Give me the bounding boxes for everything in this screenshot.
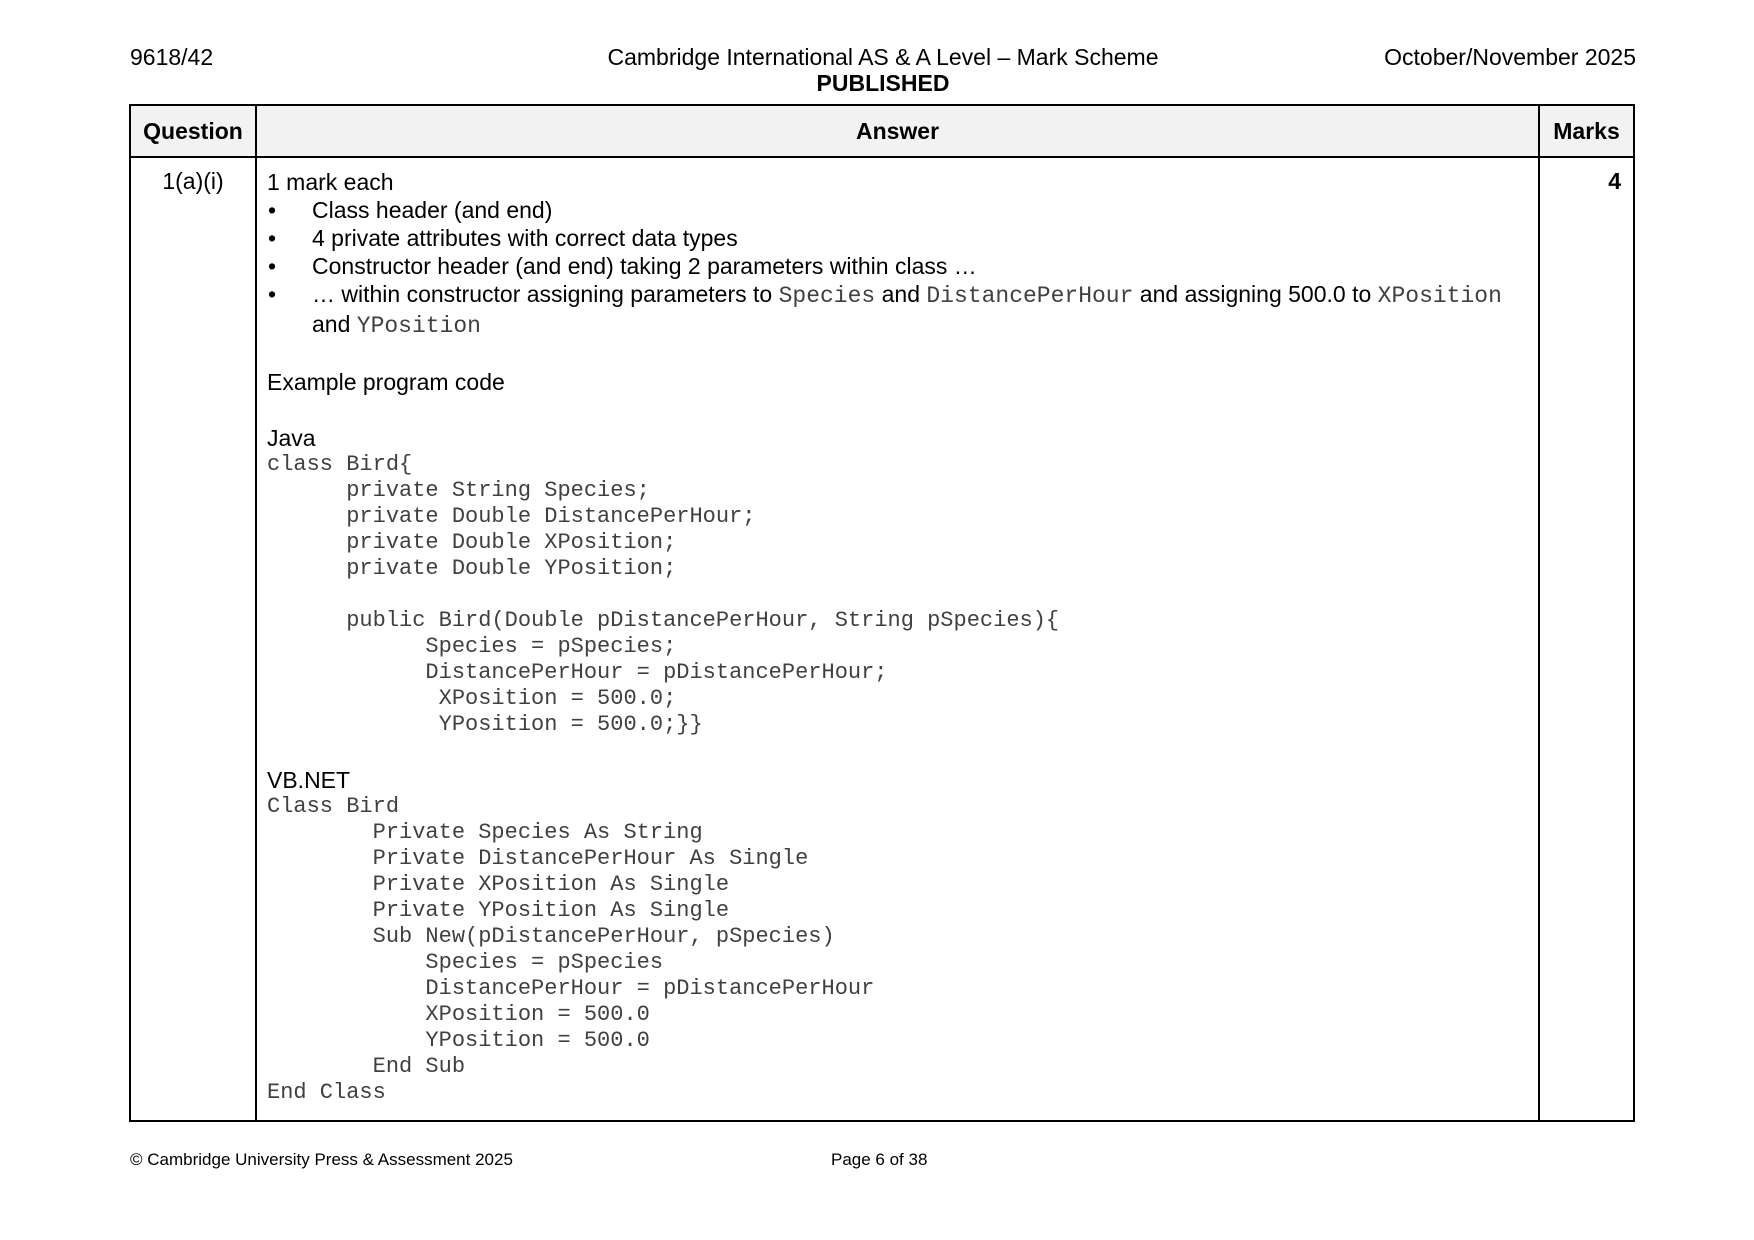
marking-point: • Class header (and end)	[267, 196, 1528, 224]
code-term: Species	[778, 283, 876, 309]
marking-point	[267, 280, 1528, 340]
java-label: Java	[267, 425, 316, 451]
example-heading: Example program code	[267, 369, 505, 395]
paper-code: 9618/42	[130, 44, 214, 70]
table-row	[130, 157, 1634, 1121]
marks-value: 4	[1539, 157, 1634, 1121]
vbnet-code-block: Class Bird Private Species As String Private DistancePerHour As Single Private XPosition As Single Private YPosition As Single Sub New(pDistancePerHour, pSpecies) Species = pSpecies DistancePerHour = pDistancePerHour XPosition = 500.0 YPosition = 500.0 End Sub End Class	[267, 794, 875, 1105]
code-term: YPosition	[356, 313, 481, 339]
mark-scheme-table	[129, 104, 1635, 1122]
column-header-marks: Marks	[1539, 105, 1634, 157]
marking-points-list	[267, 196, 1528, 340]
document-title: Cambridge International AS & A Level – Mark Scheme	[607, 44, 1159, 70]
table-header-row	[130, 105, 1634, 157]
marking-point-text: and	[312, 311, 357, 337]
column-header-question: Question	[130, 105, 256, 157]
marking-point-text: … within constructor assigning parameters to	[312, 281, 779, 307]
marking-point-text: and	[875, 281, 927, 307]
published-label: PUBLISHED	[816, 70, 950, 96]
marking-point: • 4 private attributes with correct data types	[267, 224, 1528, 252]
code-term: XPosition	[1377, 283, 1502, 309]
code-term: DistancePerHour	[926, 283, 1134, 309]
exam-session: October/November 2025	[1384, 44, 1636, 70]
vbnet-label: VB.NET	[267, 767, 351, 793]
question-number: 1(a)(i)	[130, 157, 256, 1121]
marking-point-text: and assigning 500.0 to	[1133, 281, 1378, 307]
marking-point: • Constructor header (and end) taking 2 parameters within class …	[267, 252, 1528, 280]
marking-intro: 1 mark each	[267, 169, 394, 195]
answer-cell	[256, 157, 1539, 1121]
column-header-answer: Answer	[256, 105, 1539, 157]
page-number: Page 6 of 38	[831, 1150, 928, 1169]
java-code-block: class Bird{ private String Species; private Double DistancePerHour; private Double XPosition; private Double YPosition; public Bird(Double pDistancePerHour, String pSpecies){ Species = pSpecies; DistancePerHour = pDistancePerHour; XPosition = 500.0; YPosition = 500.0;}}	[267, 452, 1060, 737]
copyright-notice: © Cambridge University Press & Assessment 2025	[130, 1150, 513, 1169]
